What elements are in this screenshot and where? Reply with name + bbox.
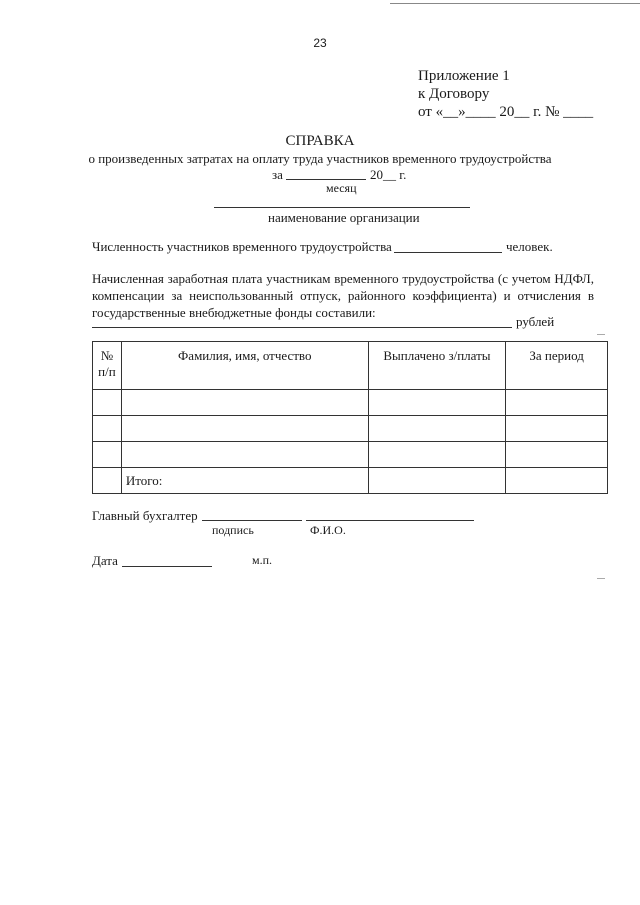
participants-field-line[interactable] bbox=[394, 252, 502, 253]
table-cell[interactable] bbox=[506, 442, 608, 468]
col-name-header: Фамилия, имя, отчество bbox=[121, 342, 368, 390]
participants-unit: человек. bbox=[506, 239, 553, 254]
date-label: Дата bbox=[92, 553, 118, 568]
table-row bbox=[93, 390, 608, 416]
salary-paragraph: Начисленная заработная плата участникам временного трудоустройства (с учетом НДФЛ, компенсации за неиспользованный отпуск, районного коэффициента) и отчисления в государственные внебюджетные фонды составили: bbox=[92, 271, 594, 320]
salary-amount-line[interactable] bbox=[92, 327, 512, 328]
table-cell[interactable] bbox=[93, 442, 122, 468]
salary-unit: рублей bbox=[516, 314, 555, 329]
table-row bbox=[93, 442, 608, 468]
total-label: Итого: bbox=[121, 468, 368, 494]
table-cell[interactable] bbox=[368, 390, 506, 416]
document-title: СПРАВКА bbox=[285, 133, 355, 149]
table-cell[interactable] bbox=[93, 416, 122, 442]
table-cell[interactable] bbox=[93, 468, 122, 494]
col-period-header: За период bbox=[506, 342, 608, 390]
table-cell[interactable] bbox=[368, 442, 506, 468]
organization-field-line[interactable] bbox=[214, 207, 470, 208]
table-cell[interactable] bbox=[368, 416, 506, 442]
table-cell[interactable] bbox=[506, 416, 608, 442]
chief-accountant-label: Главный бухгалтер bbox=[92, 508, 198, 523]
appendix-line-1: Приложение 1 bbox=[418, 68, 510, 84]
page-number: 23 bbox=[313, 36, 327, 50]
month-field-line[interactable] bbox=[286, 179, 366, 180]
signature-caption: подпись bbox=[212, 523, 254, 537]
table-cell[interactable] bbox=[506, 390, 608, 416]
table-cell[interactable] bbox=[121, 442, 368, 468]
participants-label: Численность участников временного трудоустройства bbox=[92, 239, 392, 254]
total-period-cell[interactable] bbox=[506, 468, 608, 494]
table-cell[interactable] bbox=[121, 416, 368, 442]
document-subtitle: о произведенных затратах на оплату труда участников временного трудоустройства bbox=[88, 151, 552, 166]
table-header-row bbox=[93, 342, 608, 390]
organization-caption: наименование организации bbox=[268, 210, 420, 225]
total-paid-cell[interactable] bbox=[368, 468, 506, 494]
expenses-table bbox=[92, 341, 608, 494]
scan-mark bbox=[597, 334, 605, 335]
period-prefix: за bbox=[272, 167, 283, 182]
table-cell[interactable] bbox=[93, 390, 122, 416]
full-name-caption: Ф.И.О. bbox=[310, 523, 346, 537]
col-paid-header: Выплачено з/платы bbox=[368, 342, 506, 390]
appendix-line-2: к Договору bbox=[418, 86, 490, 102]
table-row bbox=[93, 416, 608, 442]
full-name-field-line[interactable] bbox=[306, 520, 474, 521]
scan-mark bbox=[597, 578, 605, 579]
top-border-line bbox=[390, 3, 640, 4]
table-cell[interactable] bbox=[121, 390, 368, 416]
table-total-row bbox=[93, 468, 608, 494]
col-number-header: № п/п bbox=[93, 342, 122, 390]
month-caption: месяц bbox=[326, 181, 357, 195]
signature-field-line[interactable] bbox=[202, 520, 302, 521]
period-year: 20__ г. bbox=[370, 167, 407, 182]
stamp-label: м.п. bbox=[252, 553, 273, 567]
date-field-line[interactable] bbox=[122, 566, 212, 567]
appendix-line-3: от «__»____ 20__ г. № ____ bbox=[418, 104, 594, 120]
